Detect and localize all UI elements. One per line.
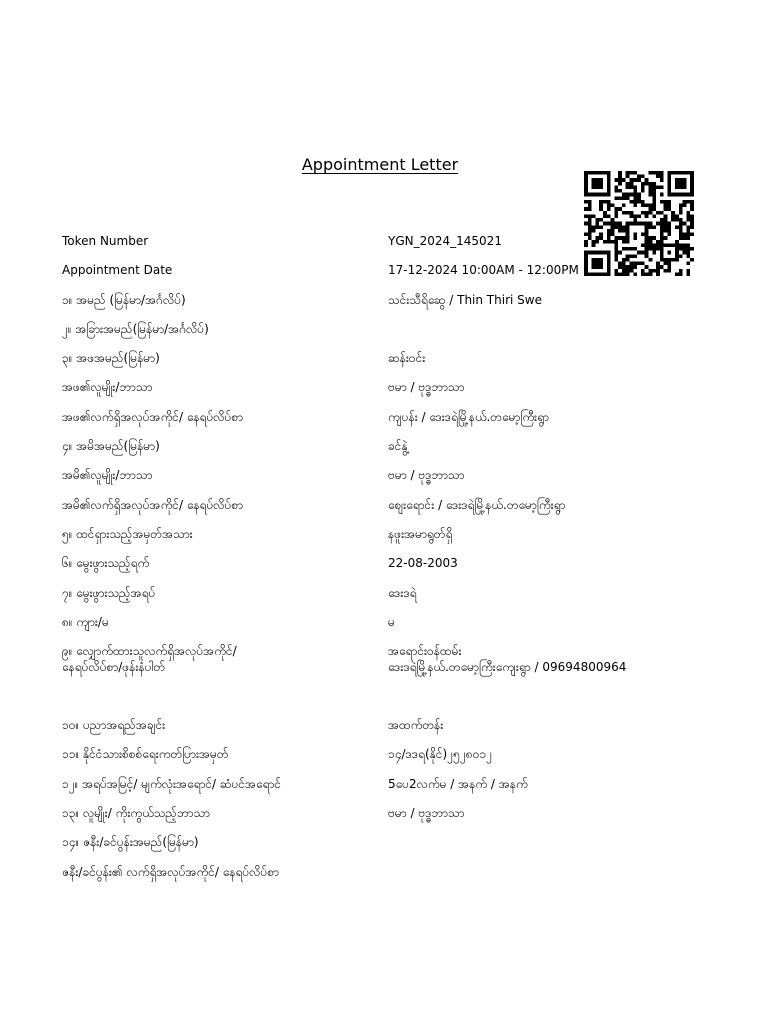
appointment-details bbox=[62, 233, 702, 893]
place-of-birth-row bbox=[62, 585, 702, 614]
distinguishing-mark-row bbox=[62, 526, 702, 555]
field-label: Token Number bbox=[62, 234, 149, 248]
field-label: ၁၀။ ပညာအရည်အချင်း bbox=[62, 718, 166, 733]
nrc-number-row bbox=[62, 746, 702, 775]
father-race-religion-row bbox=[62, 379, 702, 408]
spouse-name-row bbox=[62, 834, 702, 863]
race-religion-row bbox=[62, 805, 702, 834]
gender-row bbox=[62, 614, 702, 643]
field-value: အထက်တန်း bbox=[388, 718, 444, 733]
field-label: Appointment Date bbox=[62, 263, 173, 278]
field-value: ဗမာ / ဗုဒ္ဓဘာသာ bbox=[388, 806, 465, 821]
field-value: 22-08-2003 bbox=[388, 556, 458, 571]
field-label: ၇။ မွေးဖွားသည့်အရပ် bbox=[62, 585, 156, 600]
father-occupation-address-row bbox=[62, 409, 702, 438]
field-label: ၈။ ကျား/မ bbox=[62, 614, 109, 629]
name-row bbox=[62, 292, 702, 321]
appointment-date-row bbox=[62, 262, 702, 291]
field-value: နဖူးအမာရွတ်ရှိ bbox=[388, 526, 453, 541]
mother-occupation-address-row bbox=[62, 497, 702, 526]
field-label: ၁၄။ ဇနီး/ခင်ပွန်းအမည်(မြန်မာ) bbox=[62, 835, 199, 850]
field-label: ၄။ အမိအမည်(မြန်မာ) bbox=[62, 439, 160, 454]
field-label: ၁၃။ လူမျိုး/ ကိုးကွယ်သည့်ဘာသာ bbox=[62, 806, 210, 821]
field-label: ၃။ အဖအမည်(မြန်မာ) bbox=[62, 351, 160, 366]
field-value: 5ပေ2လက်မ / အနက် / အနက် bbox=[388, 776, 528, 791]
field-value: ကျပန်း / ဒေးဒရဲမြို့နယ်.တမော့ကြီးရွာ bbox=[388, 409, 549, 424]
field-label: ၂။ အခြားအမည်(မြန်မာ/အင်္ဂလိပ်) bbox=[62, 321, 209, 336]
page-title: Appointment Letter bbox=[301, 155, 459, 174]
date-of-birth-row bbox=[62, 555, 702, 584]
mother-name-row bbox=[62, 438, 702, 467]
token-number-row bbox=[62, 233, 702, 262]
field-label: ၅။ ထင်ရှားသည့်အမှတ်အသား bbox=[62, 526, 193, 541]
field-value: 17-12-2024 10:00AM - 12:00PM bbox=[388, 263, 579, 278]
spacer bbox=[62, 693, 702, 717]
field-label: ၁။ အမည် (မြန်မာ/အင်္ဂလိပ်) bbox=[62, 292, 186, 307]
field-value: ခင်နွဲ့ bbox=[388, 439, 408, 454]
other-name-row bbox=[62, 321, 702, 350]
applicant-occupation-address-phone-row bbox=[62, 643, 702, 693]
field-label: ၉။ လျှောက်ထားသူလက်ရှိအလုပ်အကိုင်/ နေရပ်လိပ်စာ/ဖုန်းနံပါတ် bbox=[62, 644, 237, 675]
field-label: ၁၁။ နိုင်ငံသားစိစစ်ရေးကတ်ပြားအမှတ် bbox=[62, 747, 229, 762]
field-label: ဇနီး/ခင်ပွန်း၏ လက်ရှိအလုပ်အကိုင်/ နေရပ်လိပ်စာ bbox=[62, 864, 279, 879]
field-value: စျေးရောင်း / ဒေးဒရဲမြို့နယ်.တမော့ကြီးရွာ bbox=[388, 497, 566, 512]
field-value: ဒေးဒရဲ bbox=[388, 585, 417, 600]
field-value: အရောင်းဝန်ထမ်း ဒေးဒရဲမြို့နယ်.တမော့ကြီးကျေးရွာ / 09694800964 bbox=[388, 644, 627, 675]
field-value: ဗမာ / ဗုဒ္ဓဘာသာ bbox=[388, 380, 465, 395]
field-label: ၁၂။ အရပ်အမြင့်/ မျက်လုံးအရောင်/ ဆံပင်အရောင် bbox=[62, 776, 282, 791]
field-value: ၁၄/ဒဒရ(နိုင်)၂၅၂၈၀၁၂ bbox=[388, 747, 492, 762]
field-value: ဆန်းဝင်း bbox=[388, 351, 426, 366]
spouse-occupation-address-row bbox=[62, 864, 702, 893]
field-value: သင်းသီရိဆွေ / Thin Thiri Swe bbox=[388, 292, 542, 307]
father-name-row bbox=[62, 350, 702, 379]
field-label: အမိ၏လက်ရှိအလုပ်အကိုင်/ နေရပ်လိပ်စာ bbox=[62, 497, 244, 512]
field-label: အဖ၏လက်ရှိအလုပ်အကိုင်/ နေရပ်လိပ်စာ bbox=[62, 409, 244, 424]
field-label: အမိ၏လူမျိုး/ဘာသာ bbox=[62, 468, 153, 483]
field-value: YGN_2024_145021 bbox=[388, 234, 502, 248]
field-label: ၆။ မွေးဖွားသည့်ရက် bbox=[62, 556, 150, 571]
field-value: ဗမာ / ဗုဒ္ဓဘာသာ bbox=[388, 468, 465, 483]
height-eye-hair-row bbox=[62, 776, 702, 805]
education-row bbox=[62, 717, 702, 746]
mother-race-religion-row bbox=[62, 467, 702, 496]
field-label: အဖ၏လူမျိုး/ဘာသာ bbox=[62, 380, 153, 395]
field-value: မ bbox=[388, 614, 395, 629]
